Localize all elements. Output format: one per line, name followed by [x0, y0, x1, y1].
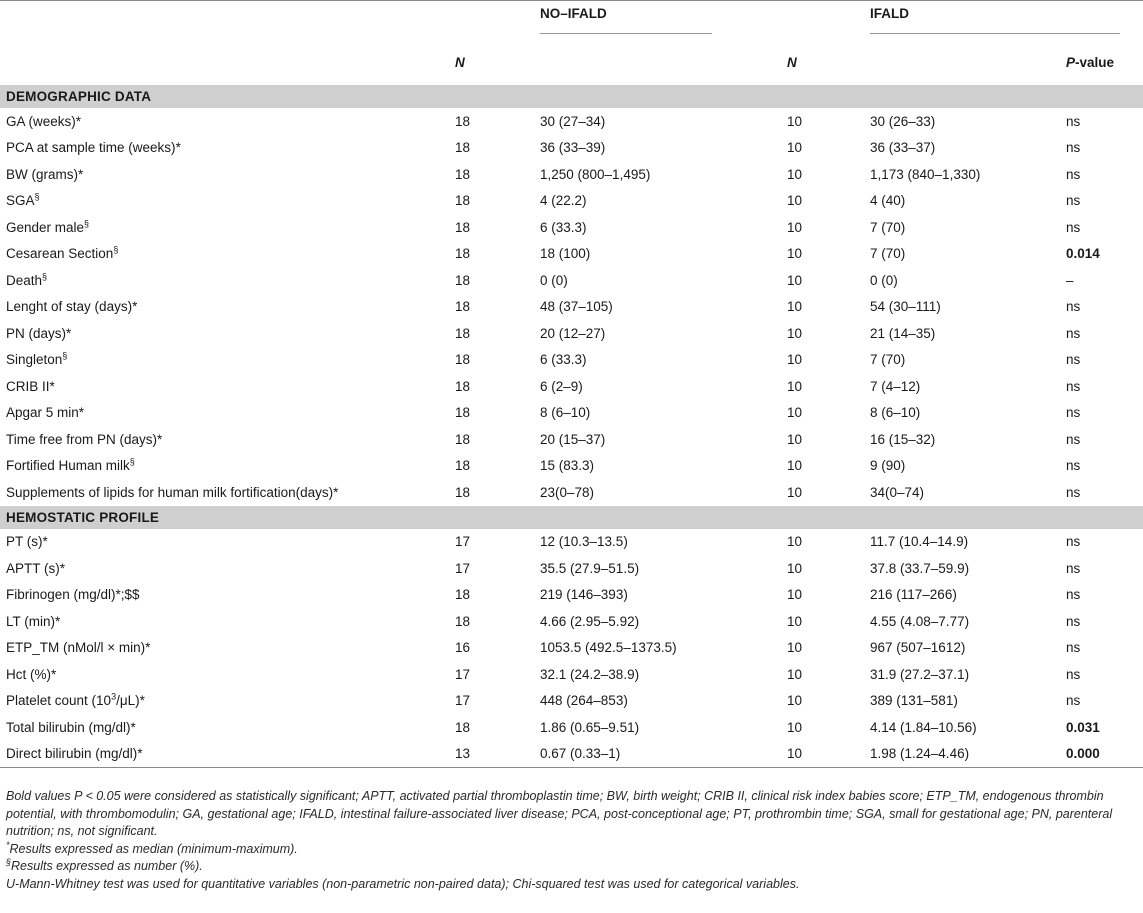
column-header-n-no-ifald: N	[455, 54, 465, 70]
n-no-ifald: 18	[455, 113, 471, 129]
value-no-ifald: 6 (2–9)	[540, 378, 583, 394]
row-label: SGA§	[6, 191, 40, 209]
value-ifald: 21 (14–35)	[870, 325, 936, 341]
row-label: Apgar 5 min*	[6, 405, 85, 421]
p-value: ns	[1066, 560, 1081, 576]
table-row	[0, 582, 1143, 609]
footnote-mark: *	[145, 640, 151, 656]
n-no-ifald: 18	[455, 613, 471, 629]
footnote-mark: *	[49, 378, 55, 394]
n-no-ifald: 18	[455, 246, 471, 262]
p-value: ns	[1066, 325, 1081, 341]
footnote-mark: *	[59, 560, 66, 576]
n-no-ifald: 17	[455, 534, 471, 550]
n-ifald: 10	[787, 272, 803, 288]
p-value: ns	[1066, 534, 1081, 550]
n-no-ifald: 18	[455, 587, 471, 603]
p-value: ns	[1066, 193, 1081, 209]
p-value: ns	[1066, 458, 1081, 474]
table-notes	[6, 788, 1136, 893]
n-ifald: 10	[787, 560, 803, 576]
n-no-ifald: 18	[455, 325, 471, 341]
table-row	[0, 400, 1143, 427]
table-row	[0, 453, 1143, 480]
n-ifald: 10	[787, 534, 803, 550]
footnote-mark: *	[132, 299, 138, 315]
row-label: PN (days)*	[6, 325, 72, 341]
row-label: PT (s)*	[6, 534, 48, 550]
value-no-ifald: 1.86 (0.65–9.51)	[540, 719, 640, 735]
table-row	[0, 688, 1143, 715]
table-row	[0, 426, 1143, 453]
value-ifald: 7 (70)	[870, 246, 906, 262]
value-no-ifald: 36 (33–39)	[540, 140, 606, 156]
n-no-ifald: 18	[455, 405, 471, 421]
row-label: Total bilirubin (mg/dl)*	[6, 719, 136, 735]
n-no-ifald: 18	[455, 272, 471, 288]
row-label: LT (min)*	[6, 613, 61, 629]
n-ifald: 10	[787, 640, 803, 656]
n-ifald: 10	[787, 431, 803, 447]
table-row	[0, 108, 1143, 135]
n-ifald: 10	[787, 140, 803, 156]
n-ifald: 10	[787, 666, 803, 682]
p-value: ns	[1066, 693, 1081, 709]
table-row	[0, 188, 1143, 215]
value-no-ifald: 4 (22.2)	[540, 193, 587, 209]
row-label: Hct (%)*	[6, 666, 57, 682]
row-label: Gender male§	[6, 218, 90, 235]
value-ifald: 16 (15–32)	[870, 431, 936, 447]
value-no-ifald: 15 (83.3)	[540, 458, 595, 474]
table-row	[0, 294, 1143, 321]
value-no-ifald: 20 (12–27)	[540, 325, 606, 341]
note-abbreviations: Bold values P < 0.05 were considered as statistically significant; APTT, activated partial thromboplastin time; BW, birth weight; CRIB II, clinical risk index babies score; ETP_TM, endogenous thrombin potential, with thrombomodulin; GA, gestational age; IFALD, intestinal failure-associated liver disease; PCA, post-conceptional age; PT, prothrombin time; SGA, small for gestational age; PN, parenteral nutrition; ns, not significant.	[6, 789, 1113, 838]
value-no-ifald: 32.1 (24.2–38.9)	[540, 666, 640, 682]
footnote-mark: §	[62, 350, 68, 361]
row-label: Direct bilirubin (mg/dl)*	[0, 741, 449, 768]
p-value: ns	[1066, 352, 1081, 368]
n-no-ifald: 16	[455, 640, 471, 656]
n-ifald: 10	[787, 693, 803, 709]
n-ifald: 10	[781, 741, 864, 768]
value-ifald: 7 (70)	[870, 352, 906, 368]
value-ifald: 0 (0)	[870, 272, 898, 288]
row-label: GA (weeks)*	[6, 113, 82, 129]
value-no-ifald: 219 (146–393)	[540, 587, 628, 603]
table-row	[0, 267, 1143, 294]
n-ifald: 10	[787, 613, 803, 629]
table-row	[0, 135, 1143, 162]
table-row	[0, 479, 1143, 506]
n-ifald: 10	[787, 193, 803, 209]
n-no-ifald: 13	[449, 741, 534, 768]
note-median: *Results expressed as median (minimum-maximum).	[6, 839, 298, 856]
p-value: –	[1066, 272, 1074, 288]
row-label: APTT (s)*	[6, 560, 66, 576]
section-title: DEMOGRAPHIC DATA	[0, 85, 1143, 108]
value-no-ifald: 48 (37–105)	[540, 299, 613, 315]
value-ifald: 34(0–74)	[870, 484, 925, 500]
value-ifald: 216 (117–266)	[870, 587, 957, 603]
table-row	[0, 741, 1143, 768]
value-ifald: 11.7 (10.4–14.9)	[870, 534, 969, 550]
table-row	[0, 373, 1143, 400]
footnote-mark: *	[139, 693, 145, 709]
value-ifald: 8 (6–10)	[870, 405, 921, 421]
p-value: ns	[1066, 484, 1081, 500]
value-ifald: 4.55 (4.08–7.77)	[870, 613, 970, 629]
value-ifald: 1,173 (840–1,330)	[870, 166, 981, 182]
value-no-ifald: 20 (15–37)	[540, 431, 606, 447]
table-row	[0, 241, 1143, 268]
p-value: 0.014	[1066, 246, 1100, 262]
n-no-ifald: 17	[455, 666, 471, 682]
value-no-ifald: 6 (33.3)	[540, 352, 587, 368]
p-value: ns	[1066, 613, 1081, 629]
footnote-mark: *	[51, 666, 57, 682]
value-no-ifald: 448 (264–853)	[540, 693, 628, 709]
n-ifald: 10	[787, 325, 803, 341]
p-value: ns	[1066, 378, 1081, 394]
p-value: 0.000	[1060, 741, 1143, 768]
row-label: PCA at sample time (weeks)*	[6, 140, 181, 156]
section-title: HEMOSTATIC PROFILE	[0, 506, 1143, 529]
value-ifald: 37.8 (33.7–59.9)	[870, 560, 970, 576]
footnote-mark: *	[157, 431, 163, 447]
table-row	[0, 320, 1143, 347]
n-ifald: 10	[787, 378, 803, 394]
footnote-mark: §	[113, 244, 119, 255]
value-ifald: 4.14 (1.84–10.56)	[870, 719, 977, 735]
row-label: Singleton§	[6, 350, 68, 368]
n-no-ifald: 18	[455, 140, 471, 156]
table-row	[0, 347, 1143, 374]
footnote-mark: *	[78, 405, 85, 421]
n-no-ifald: 18	[455, 719, 471, 735]
p-value: ns	[1066, 666, 1081, 682]
p-value: ns	[1066, 219, 1081, 235]
footnote-mark: *	[137, 746, 143, 762]
note-tests: U-Mann-Whitney test was used for quantitative variables (non-parametric non-paired data); Chi-squared test was used for categorical variables.	[6, 876, 800, 891]
row-label: Fibrinogen (mg/dl)*;$$	[6, 587, 140, 603]
table-row	[0, 661, 1143, 688]
n-no-ifald: 18	[455, 431, 471, 447]
note-number: §Results expressed as number (%).	[6, 856, 203, 873]
footnote-mark: *	[55, 613, 61, 629]
footnote-mark: *	[78, 166, 84, 182]
table-body	[0, 85, 1143, 768]
n-no-ifald: 17	[455, 560, 471, 576]
value-ifald: 1.98 (1.24–4.46)	[864, 741, 1060, 768]
n-no-ifald: 18	[455, 299, 471, 315]
row-label: Platelet count $(10^3/\mu L)*$	[6, 691, 145, 709]
column-header-n-ifald: N	[787, 54, 797, 70]
n-ifald: 10	[787, 719, 803, 735]
p-value: ns	[1066, 140, 1081, 156]
p-value: 0.031	[1066, 719, 1100, 735]
row-label: Death§	[6, 271, 48, 288]
n-ifald: 10	[787, 484, 803, 500]
value-ifald: 31.9 (27.2–37.1)	[870, 666, 970, 682]
footnote-mark: *	[42, 534, 48, 550]
table-row	[0, 608, 1143, 635]
row-label: Fortified Human milk§	[6, 456, 135, 474]
row-label: BW (grams)*	[6, 166, 84, 182]
n-no-ifald: 18	[455, 484, 471, 500]
p-value: ns	[1066, 113, 1081, 129]
footnote-mark: *	[333, 484, 339, 500]
n-ifald: 10	[787, 405, 803, 421]
section-header-row	[0, 85, 1143, 108]
n-no-ifald: 18	[455, 378, 471, 394]
table-row	[0, 714, 1143, 741]
column-header-p-value: P-value	[1066, 54, 1115, 70]
n-no-ifald: 17	[455, 693, 471, 709]
value-no-ifald: 0.67 (0.33–1)	[534, 741, 781, 768]
n-ifald: 10	[787, 299, 803, 315]
n-ifald: 10	[787, 587, 803, 603]
value-no-ifald: 0 (0)	[540, 272, 568, 288]
footnote-mark: §	[34, 191, 40, 202]
section-header-row	[0, 506, 1143, 529]
n-ifald: 10	[787, 246, 803, 262]
row-label: Lenght of stay (days)*	[6, 299, 138, 315]
group-header-no-ifald: NO–IFALD	[534, 0, 781, 39]
value-ifald: 9 (90)	[870, 458, 906, 474]
n-ifald: 10	[787, 219, 803, 235]
p-value: ns	[1066, 405, 1081, 421]
n-no-ifald: 18	[455, 166, 471, 182]
n-no-ifald: 18	[455, 219, 471, 235]
table-row	[0, 529, 1143, 556]
footnote-mark: *	[66, 325, 72, 341]
row-label: Supplements of lipids for human milk fortification(days)*	[6, 484, 339, 500]
value-no-ifald: 12 (10.3–13.5)	[540, 534, 628, 550]
row-label: ETP_TM (nMol/l × min)*	[6, 640, 151, 656]
n-ifald: 10	[787, 113, 803, 129]
p-value: ns	[1066, 299, 1081, 315]
n-ifald: 10	[787, 458, 803, 474]
value-no-ifald: 1053.5 (492.5–1373.5)	[540, 640, 677, 656]
value-no-ifald: 8 (6–10)	[540, 405, 591, 421]
row-label: Cesarean Section§	[6, 244, 119, 262]
column-header-row	[0, 39, 1143, 85]
value-ifald: 967 (507–1612)	[870, 640, 966, 656]
row-label: Time free from PN (days)*	[6, 431, 163, 447]
table-row	[0, 214, 1143, 241]
value-ifald: 7 (4–12)	[870, 378, 921, 394]
value-ifald: 7 (70)	[870, 219, 906, 235]
value-no-ifald: 4.66 (2.95–5.92)	[540, 613, 640, 629]
n-ifald: 10	[787, 352, 803, 368]
table-row	[0, 161, 1143, 188]
value-no-ifald: 1,250 (800–1,495)	[540, 166, 651, 182]
p-value: ns	[1066, 431, 1081, 447]
n-no-ifald: 18	[455, 352, 471, 368]
value-no-ifald: 23(0–78)	[540, 484, 595, 500]
footnote-mark: *	[175, 140, 181, 156]
n-no-ifald: 18	[455, 458, 471, 474]
value-no-ifald: 18 (100)	[540, 246, 591, 262]
n-ifald: 10	[787, 166, 803, 182]
p-value: ns	[1066, 587, 1081, 603]
group-header-ifald: IFALD	[864, 0, 1060, 39]
table-row	[0, 635, 1143, 662]
value-ifald: 389 (131–581)	[870, 693, 958, 709]
footnote-mark: §	[84, 218, 90, 229]
footnote-mark: *	[75, 113, 82, 129]
table-row	[0, 555, 1143, 582]
value-no-ifald: 35.5 (27.9–51.5)	[540, 560, 640, 576]
value-ifald: 36 (33–37)	[870, 140, 936, 156]
value-ifald: 30 (26–33)	[870, 113, 936, 129]
value-ifald: 54 (30–111)	[870, 299, 941, 315]
footnote-mark: *	[130, 719, 136, 735]
footnote-mark: §	[42, 271, 48, 282]
p-value: ns	[1066, 166, 1081, 182]
p-value: ns	[1066, 640, 1081, 656]
footnote-mark: §	[129, 456, 135, 467]
value-no-ifald: 6 (33.3)	[540, 219, 587, 235]
row-label: CRIB II*	[6, 378, 55, 394]
value-ifald: 4 (40)	[870, 193, 906, 209]
value-no-ifald: 30 (27–34)	[540, 113, 606, 129]
n-no-ifald: 18	[455, 193, 471, 209]
